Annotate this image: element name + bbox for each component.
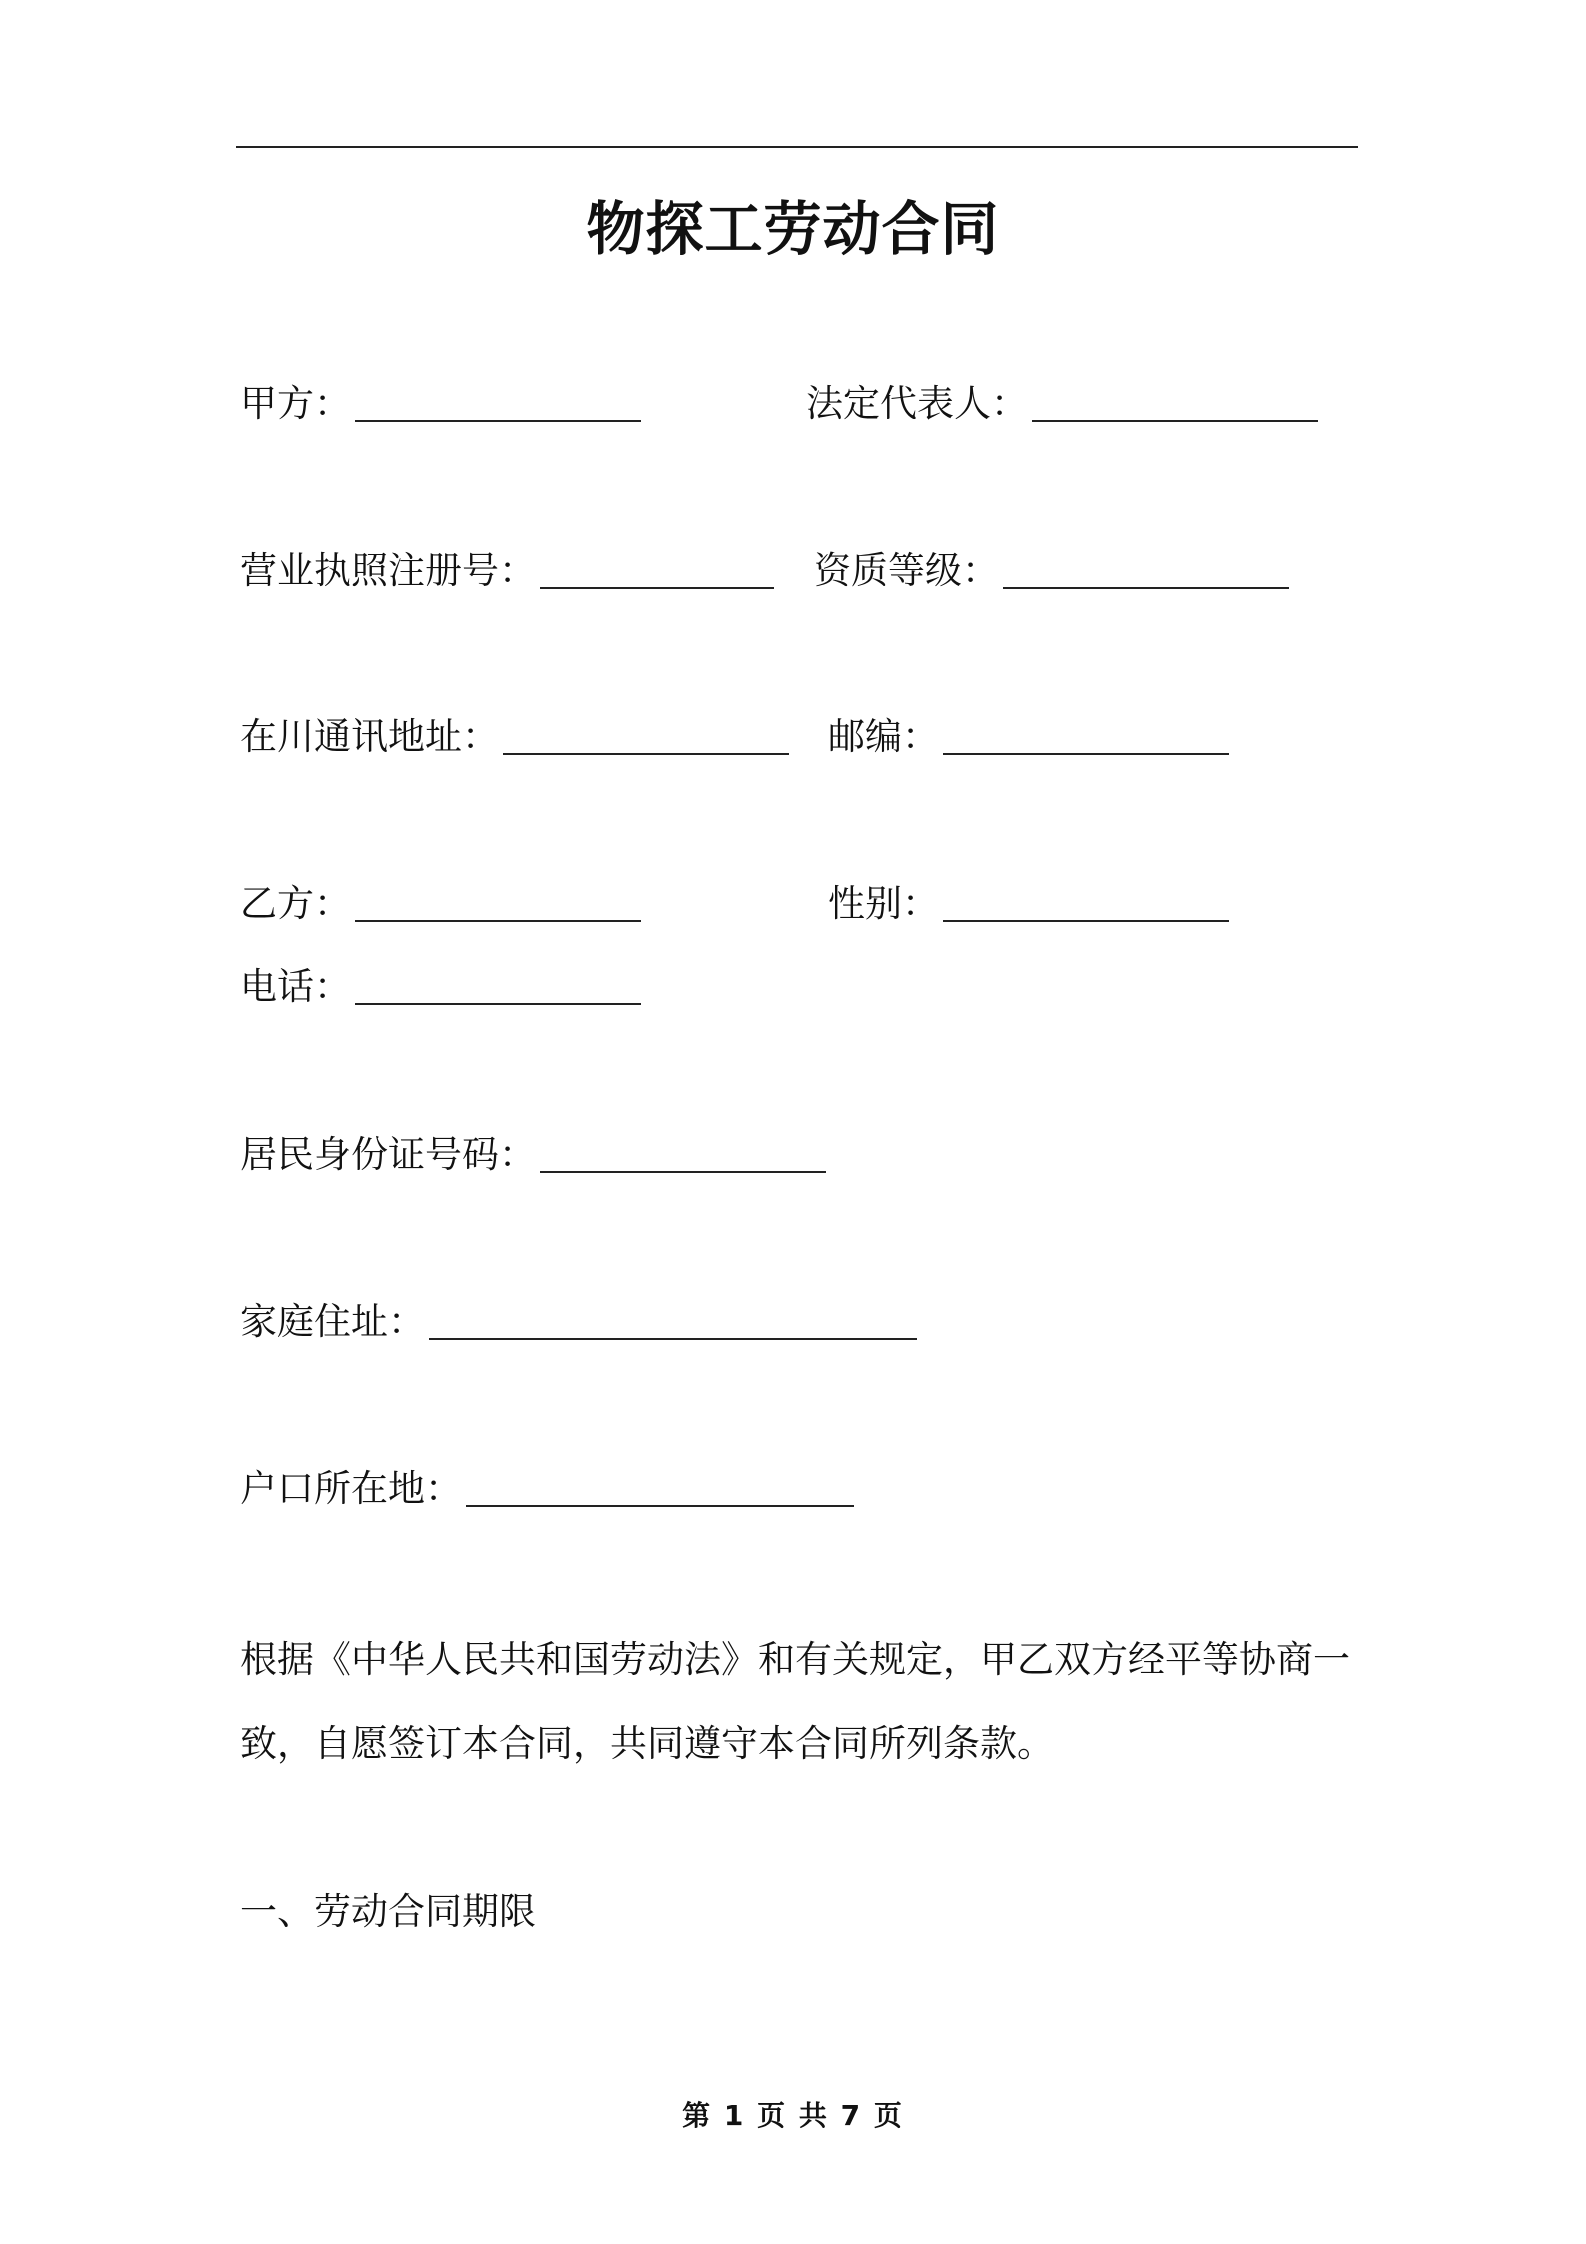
phone-field bbox=[240, 963, 641, 1011]
postcode-field bbox=[828, 713, 1229, 761]
preamble-line-1: 根据《中华人民共和国劳动法》和有关规定，甲乙双方经平等协商一 bbox=[240, 1638, 1350, 1681]
address-blank[interactable] bbox=[503, 753, 789, 755]
home-address-blank[interactable] bbox=[429, 1338, 917, 1340]
party-a-label: 甲方： bbox=[240, 382, 351, 425]
license-blank[interactable] bbox=[540, 587, 774, 589]
document-title: 物探工劳动合同 bbox=[586, 195, 1000, 263]
preamble-line-2: 致，自愿签订本合同，共同遵守本合同所列条款。 bbox=[240, 1722, 1054, 1765]
hukou-field bbox=[240, 1465, 854, 1513]
party-b-field bbox=[240, 880, 641, 928]
legal-rep-field bbox=[806, 380, 1318, 428]
legal-rep-blank[interactable] bbox=[1032, 420, 1318, 422]
phone-label: 电话： bbox=[240, 965, 351, 1008]
home-address-field bbox=[240, 1298, 917, 1346]
id-number-field bbox=[240, 1131, 826, 1179]
address-label: 在川通讯地址： bbox=[240, 715, 499, 758]
postcode-blank[interactable] bbox=[943, 753, 1229, 755]
qualification-label: 资质等级： bbox=[814, 549, 999, 592]
id-number-blank[interactable] bbox=[540, 1171, 826, 1173]
qualification-blank[interactable] bbox=[1003, 587, 1289, 589]
home-address-label: 家庭住址： bbox=[240, 1300, 425, 1343]
phone-blank[interactable] bbox=[355, 1003, 641, 1005]
qualification-field bbox=[814, 547, 1289, 595]
legal-rep-label: 法定代表人： bbox=[806, 382, 1028, 425]
page-number: 第 1 页 共 7 页 bbox=[682, 2099, 904, 2132]
party-a-field bbox=[240, 380, 641, 428]
party-b-label: 乙方： bbox=[240, 882, 351, 925]
party-b-blank[interactable] bbox=[355, 920, 641, 922]
hukou-label: 户口所在地： bbox=[240, 1467, 462, 1510]
gender-blank[interactable] bbox=[943, 920, 1229, 922]
hukou-blank[interactable] bbox=[466, 1505, 854, 1507]
license-field bbox=[240, 547, 774, 595]
postcode-label: 邮编： bbox=[828, 715, 939, 758]
section-heading-term: 一、劳动合同期限 bbox=[240, 1890, 536, 1933]
preamble-paragraph bbox=[240, 1618, 1360, 1786]
party-a-blank[interactable] bbox=[355, 420, 641, 422]
id-number-label: 居民身份证号码： bbox=[240, 1133, 536, 1176]
gender-label: 性别： bbox=[828, 882, 939, 925]
license-label: 营业执照注册号： bbox=[240, 549, 536, 592]
address-field bbox=[240, 713, 789, 761]
gender-field bbox=[828, 880, 1229, 928]
header-rule bbox=[236, 146, 1358, 148]
